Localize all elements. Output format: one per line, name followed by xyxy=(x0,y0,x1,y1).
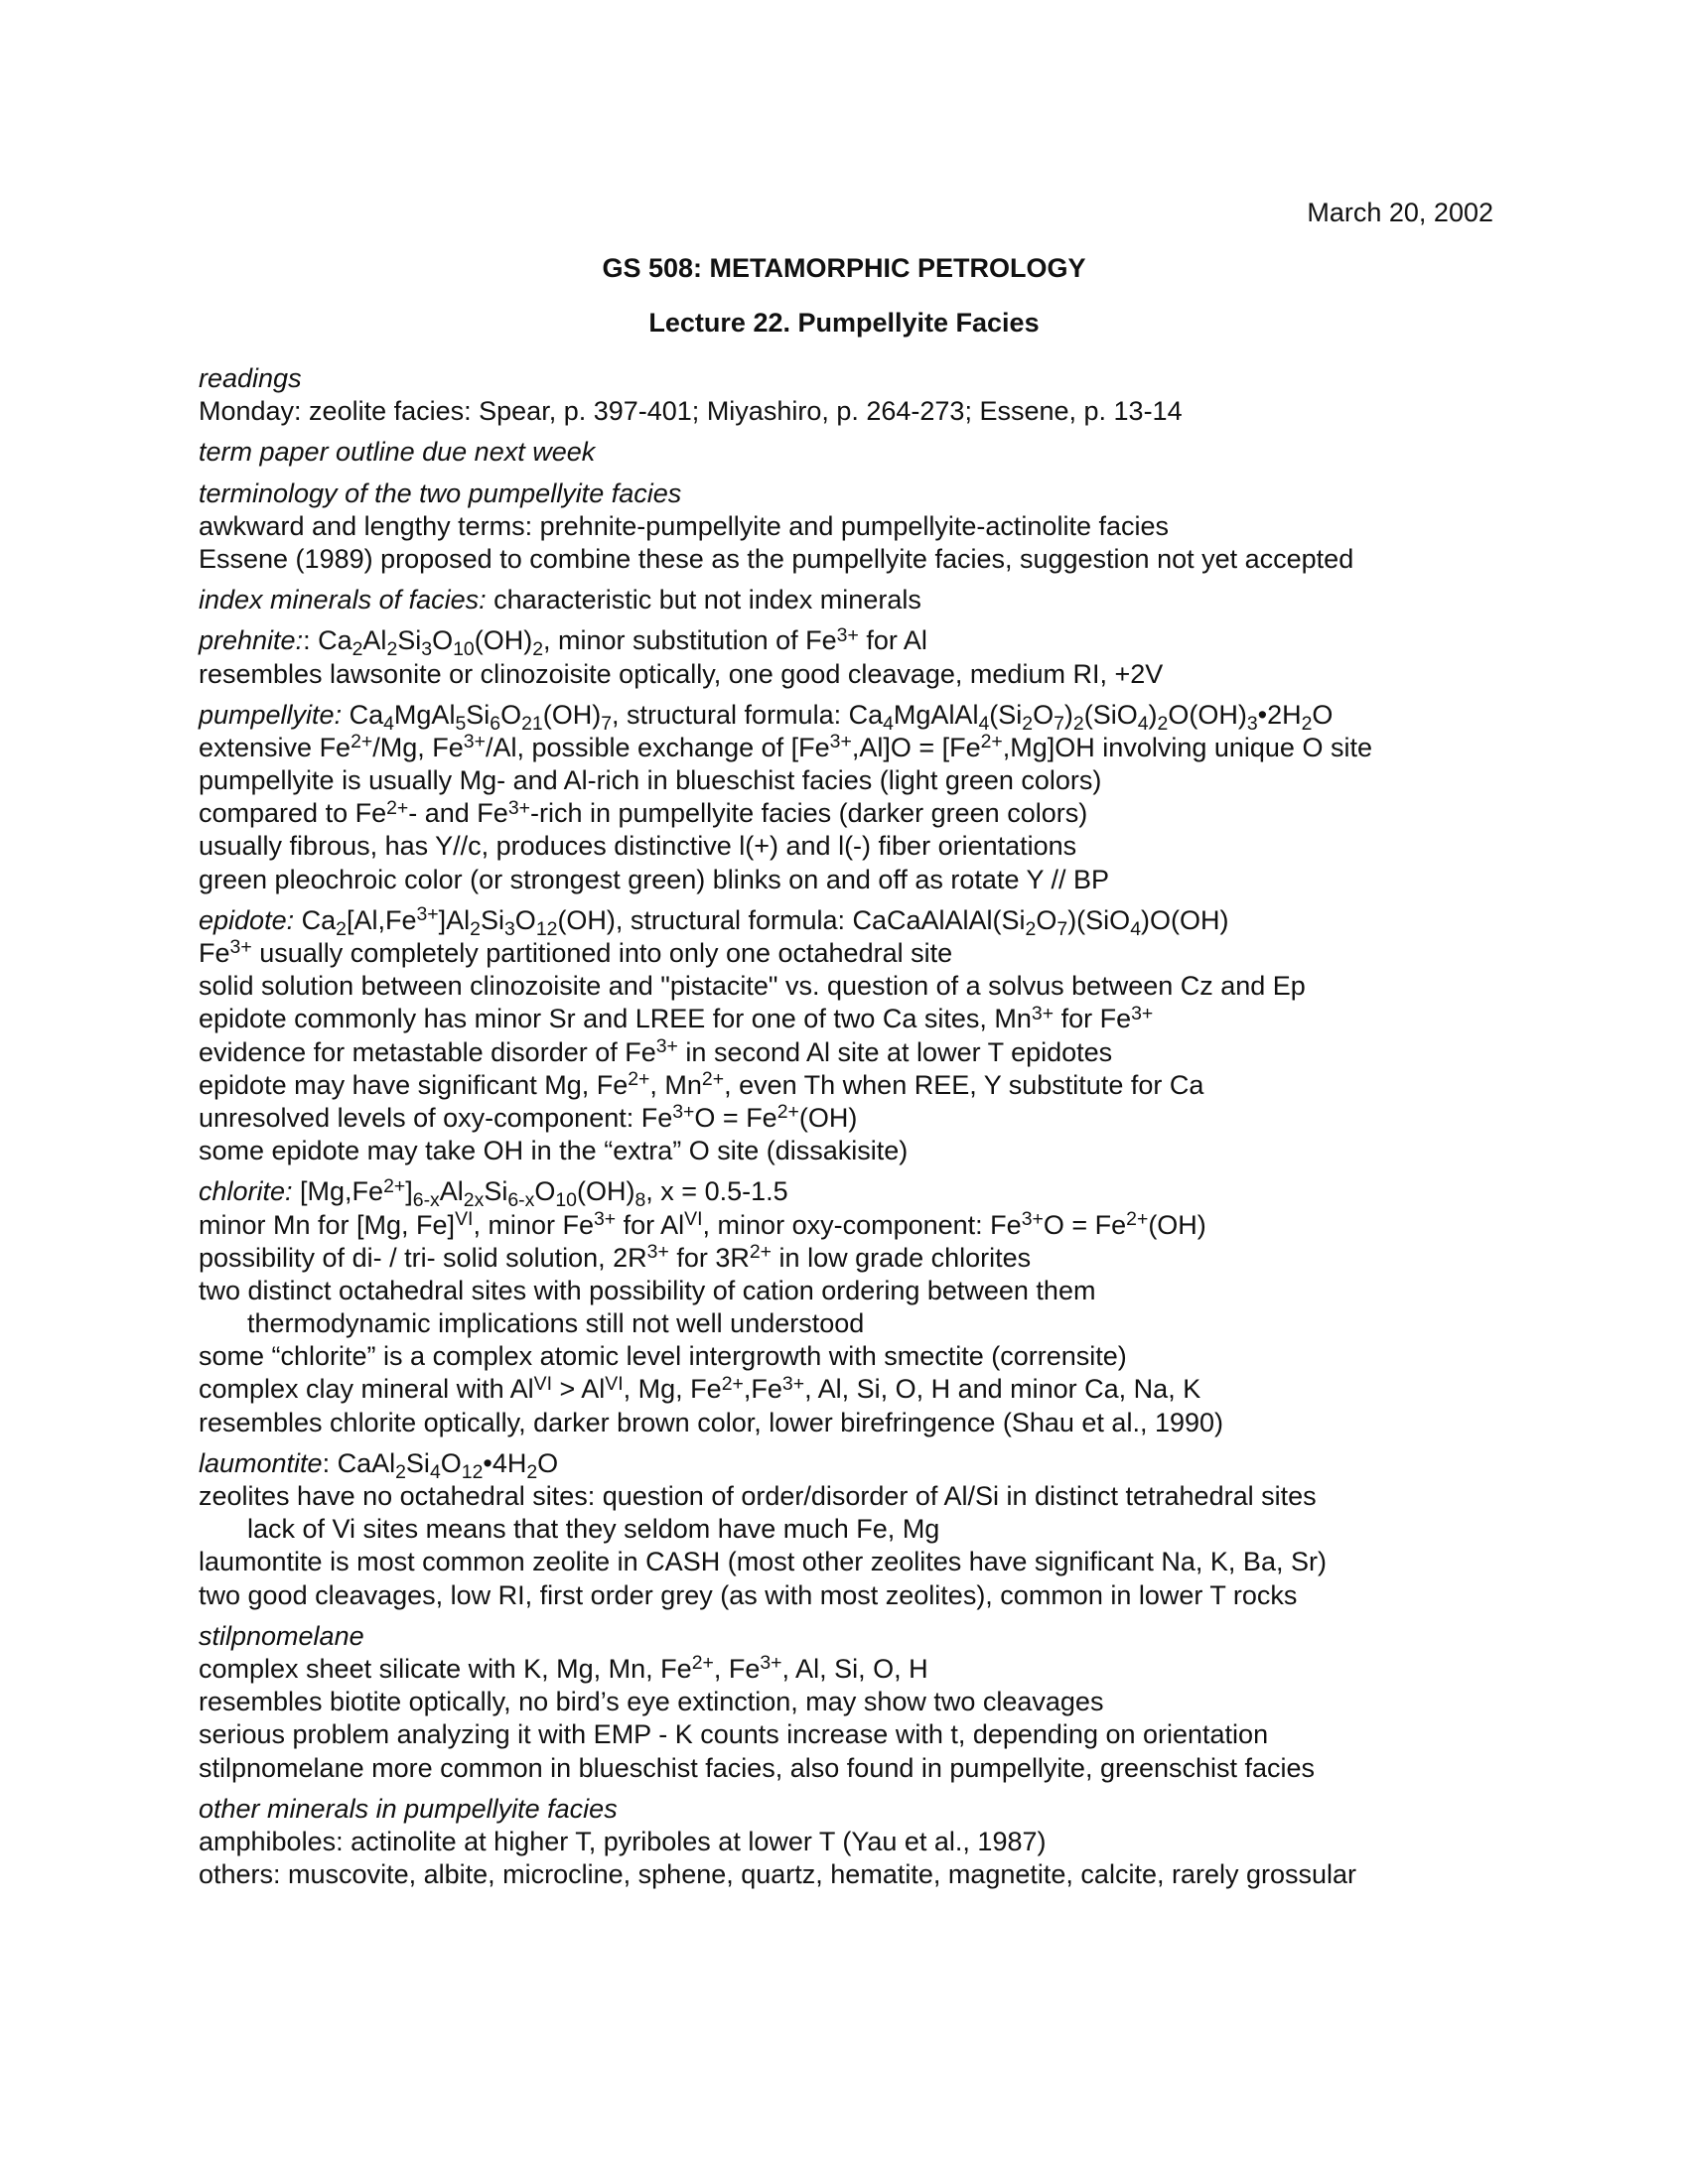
section-readings xyxy=(199,362,1529,428)
text-line: evidence for metastable disorder of $Fe^{3+}$ in second Al site at lower T epidotes xyxy=(199,1034,1113,1067)
formula-text: $[Mg,Fe^{2+}]_{6-x}Al_{2x}Si_{6-x}O_{10}(OH)_8$, x = 0.5-1.5 xyxy=(292,1174,788,1212)
section-index-minerals xyxy=(199,584,1529,616)
text-line: amphiboles: actinolite at higher T, pyriboles at lower T (Yau et al., 1987) xyxy=(199,1826,1047,1856)
text-line: awkward and lengthy terms: prehnite-pumpellyite and pumpellyite-actinolite facies xyxy=(199,510,1169,541)
text-line: stilpnomelane more common in blueschist facies, also found in pumpellyite, greenschist facies xyxy=(199,1752,1316,1783)
text-line: some epidote may take OH in the “extra” O site (dissakisite) xyxy=(199,1136,909,1166)
formula-text: : $Ca_2Al_2Si_3O_{10}(OH)_2$, minor substitution of $Fe^{3+}$ for Al xyxy=(303,623,927,661)
section-laumontite xyxy=(199,1447,1529,1612)
section-heading: index minerals of facies: xyxy=(199,585,487,615)
text-line: complex clay mineral with $Al^{VI} > Al^{VI}$, Mg, $Fe^{2+},Fe^{3+}$, Al, Si, O, H and minor Ca, Na, K xyxy=(199,1372,1201,1405)
text-line: solid solution between clinozoisite and "pistacite" vs. question of a solvus between Cz and Ep xyxy=(199,971,1306,1002)
text-line: epidote may have significant Mg, $Fe^{2+}$, $Mn^{2+}$, even Th when REE, Y substitute for Ca xyxy=(199,1068,1204,1100)
indented-line: lack of Vi sites means that they seldom have much Fe, Mg xyxy=(247,1514,940,1545)
indented-line: thermodynamic implications still not well understood xyxy=(247,1308,865,1339)
text-line: epidote commonly has minor Sr and LREE for one of two Ca sites, $Mn^{3+}$ for $Fe^{3+}$ xyxy=(199,1002,1154,1034)
formula-line xyxy=(199,623,1529,661)
text-line: resembles lawsonite or clinozoisite optically, one good cleavage, medium RI, +2V xyxy=(199,658,1164,689)
section-heading: readings xyxy=(199,363,302,393)
section-heading: terminology of the two pumpellyite facies xyxy=(199,478,682,508)
section-chlorite xyxy=(199,1175,1529,1439)
mineral-name: epidote: xyxy=(199,904,295,935)
text-line: complex sheet silicate with K, Mg, Mn, $Fe^{2+}$, $Fe^{3+}$, Al, Si, O, H xyxy=(199,1652,928,1684)
mineral-name: laumontite xyxy=(199,1447,323,1478)
text-line: resembles chlorite optically, darker brown color, lower birefringence (Shau et al., 1990) xyxy=(199,1407,1223,1437)
text-line: laumontite is most common zeolite in CASH (most other zeolites have significant Na, K, Ba, Sr) xyxy=(199,1547,1327,1577)
text-line: extensive $Fe^{2+}/Mg$, $Fe^{3+}/Al$, possible exchange of $[Fe^{3+},Al]O = [Fe^{2+},Mg]OH$ involving unique O site xyxy=(199,731,1372,762)
formula-text: $Ca_4MgAl_5Si_6O_{21}(OH)_7$, structural formula: $Ca_4MgAlAl_4(Si_2O_7)_2(SiO_4)_2O(OH)_3•2H_2O$ xyxy=(342,699,1334,735)
section-epidote xyxy=(199,904,1529,1168)
mineral-name: chlorite: xyxy=(199,1176,293,1207)
text-line xyxy=(199,584,1529,616)
text-line: possibility of di- / tri- solid solution, $2R^{3+}$ for $3R^{2+}$ in low grade chlorites xyxy=(199,1240,1032,1273)
section-stilpnomelane xyxy=(199,1620,1529,1785)
section-pumpellyite xyxy=(199,699,1529,896)
text-line: others: muscovite, albite, microcline, sphene, quartz, hematite, magnetite, calcite, rarely grossular xyxy=(199,1859,1357,1890)
section-heading: term paper outline due next week xyxy=(199,437,596,468)
text-line: Monday: zeolite facies: Spear, p. 397-401; Miyashiro, p. 264-273; Essene, p. 13-14 xyxy=(199,396,1183,427)
section-terminology xyxy=(199,478,1529,577)
text-line: pumpellyite is usually Mg- and Al-rich in blueschist facies (light green colors) xyxy=(199,765,1102,796)
mineral-name: pumpellyite: xyxy=(199,699,343,730)
formula-line xyxy=(199,1447,1529,1483)
lecture-notes xyxy=(199,362,1529,1899)
section-prehnite xyxy=(199,624,1529,690)
text-line: minor Mn for [Mg, Fe]$^{VI}$, minor $Fe^{3+}$ for $Al^{VI}$, minor oxy-component: $Fe^{3+}O = Fe^{2+}(OH)$ xyxy=(199,1207,1206,1240)
text-line: two good cleavages, low RI, first order grey (as with most zeolites), common in lower T rocks xyxy=(199,1579,1298,1610)
text-line: serious problem analyzing it with EMP - K counts increase with t, depending on orientation xyxy=(199,1719,1269,1750)
text-line: zeolites have no octahedral sites: question of order/disorder of Al/Si in distinct tetrahedral sites xyxy=(199,1481,1317,1511)
text-span: characteristic but not index minerals xyxy=(486,585,921,615)
text-line: resembles biotite optically, no bird’s eye extinction, may show two cleavages xyxy=(199,1687,1104,1717)
text-line: Essene (1989) proposed to combine these as the pumpellyite facies, suggestion not yet accepted xyxy=(199,543,1354,574)
mineral-name: prehnite: xyxy=(199,625,304,656)
text-line: two distinct octahedral sites with possibility of cation ordering between them xyxy=(199,1275,1096,1305)
text-line: compared to $Fe^{2+}-$ and $Fe^{3+}$-rich in pumpellyite facies (darker green colors) xyxy=(199,796,1088,829)
formula-line xyxy=(199,699,1529,735)
formula-line xyxy=(199,903,1529,940)
text-line: green pleochroic color (or strongest green) blinks on and off as rotate Y // BP xyxy=(199,864,1110,894)
lecture-title: Lecture 22. Pumpellyite Facies xyxy=(648,308,1040,338)
formula-text: $Ca_2[Al,Fe^{3+}]Al_2Si_3O_{12}(OH)$, structural formula: $CaCaAlAlAl(Si_2O_7)(SiO_4)O(OH)$ xyxy=(294,903,1229,940)
formula-text: : $CaAl_2Si_4O_{12}•4H_2O$ xyxy=(322,1447,559,1483)
mineral-name: stilpnomelane xyxy=(199,1620,364,1651)
text-line: some “chlorite” is a complex atomic level intergrowth with smectite (corrensite) xyxy=(199,1341,1127,1372)
section-heading: other minerals in pumpellyite facies xyxy=(199,1793,618,1824)
text-line: $Fe^{3+}$ usually completely partitioned into only one octahedral site xyxy=(199,936,953,968)
course-title: GS 508: METAMORPHIC PETROLOGY xyxy=(602,253,1086,283)
text-line: unresolved levels of oxy-component: $Fe^{3+}O = Fe^{2+}(OH)$ xyxy=(199,1101,858,1133)
text-line: usually fibrous, has Y//c, produces distinctive l(+) and l(-) fiber orientations xyxy=(199,831,1077,862)
document-date: March 20, 2002 xyxy=(1307,198,1493,227)
section-other-minerals xyxy=(199,1793,1529,1892)
formula-line xyxy=(199,1174,1529,1212)
section-term-paper xyxy=(199,436,1529,469)
